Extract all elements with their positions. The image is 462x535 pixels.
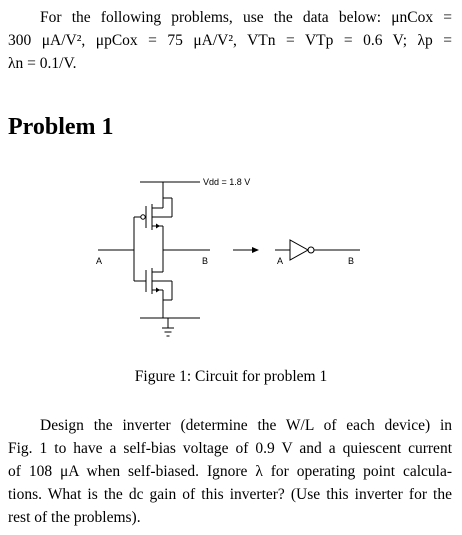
problem-heading: Problem 1 [8,114,114,140]
body-line-5: rest of the problems). [8,509,141,526]
body-line-3: of 108 μA when self-biased. Ignore λ for operating point calcula- [8,463,452,480]
body-line-2: Fig. 1 to have a self-bias voltage of 0.9 V and a quiescent current [8,440,452,457]
figure-caption: Figure 1: Circuit for problem 1 [134,368,328,385]
body-line-4: tions. What is the dc gain of this inverter? (Use this inverter for the [8,486,452,503]
pmos-gate-bubble [141,215,145,219]
intro-paragraph [8,6,452,75]
problem-body-paragraph [8,414,452,529]
intro-line-3: λn = 0.1/V. [8,55,77,72]
input-node-label: A [96,256,103,266]
equivalence-arrow-head [252,247,259,253]
symbol-output-label: B [348,256,355,266]
symbol-input-label: A [277,256,284,266]
nmos-arrow [156,288,160,293]
intro-line-2: 300 μA/V², μpCox = 75 μA/V², VTn = VTp = 0.6 V; λp = [8,32,452,49]
body-line-1: Design the inverter (determine the W/L of each device) in [40,417,452,434]
vdd-label: Vdd = 1.8 V [203,177,251,187]
inverter-triangle [290,240,308,260]
pmos-arrow [156,224,160,229]
output-node-label: B [202,256,209,266]
intro-line-1: For the following problems, use the data below: μnCox = [40,9,452,26]
inverter-circuit-figure [80,168,380,348]
